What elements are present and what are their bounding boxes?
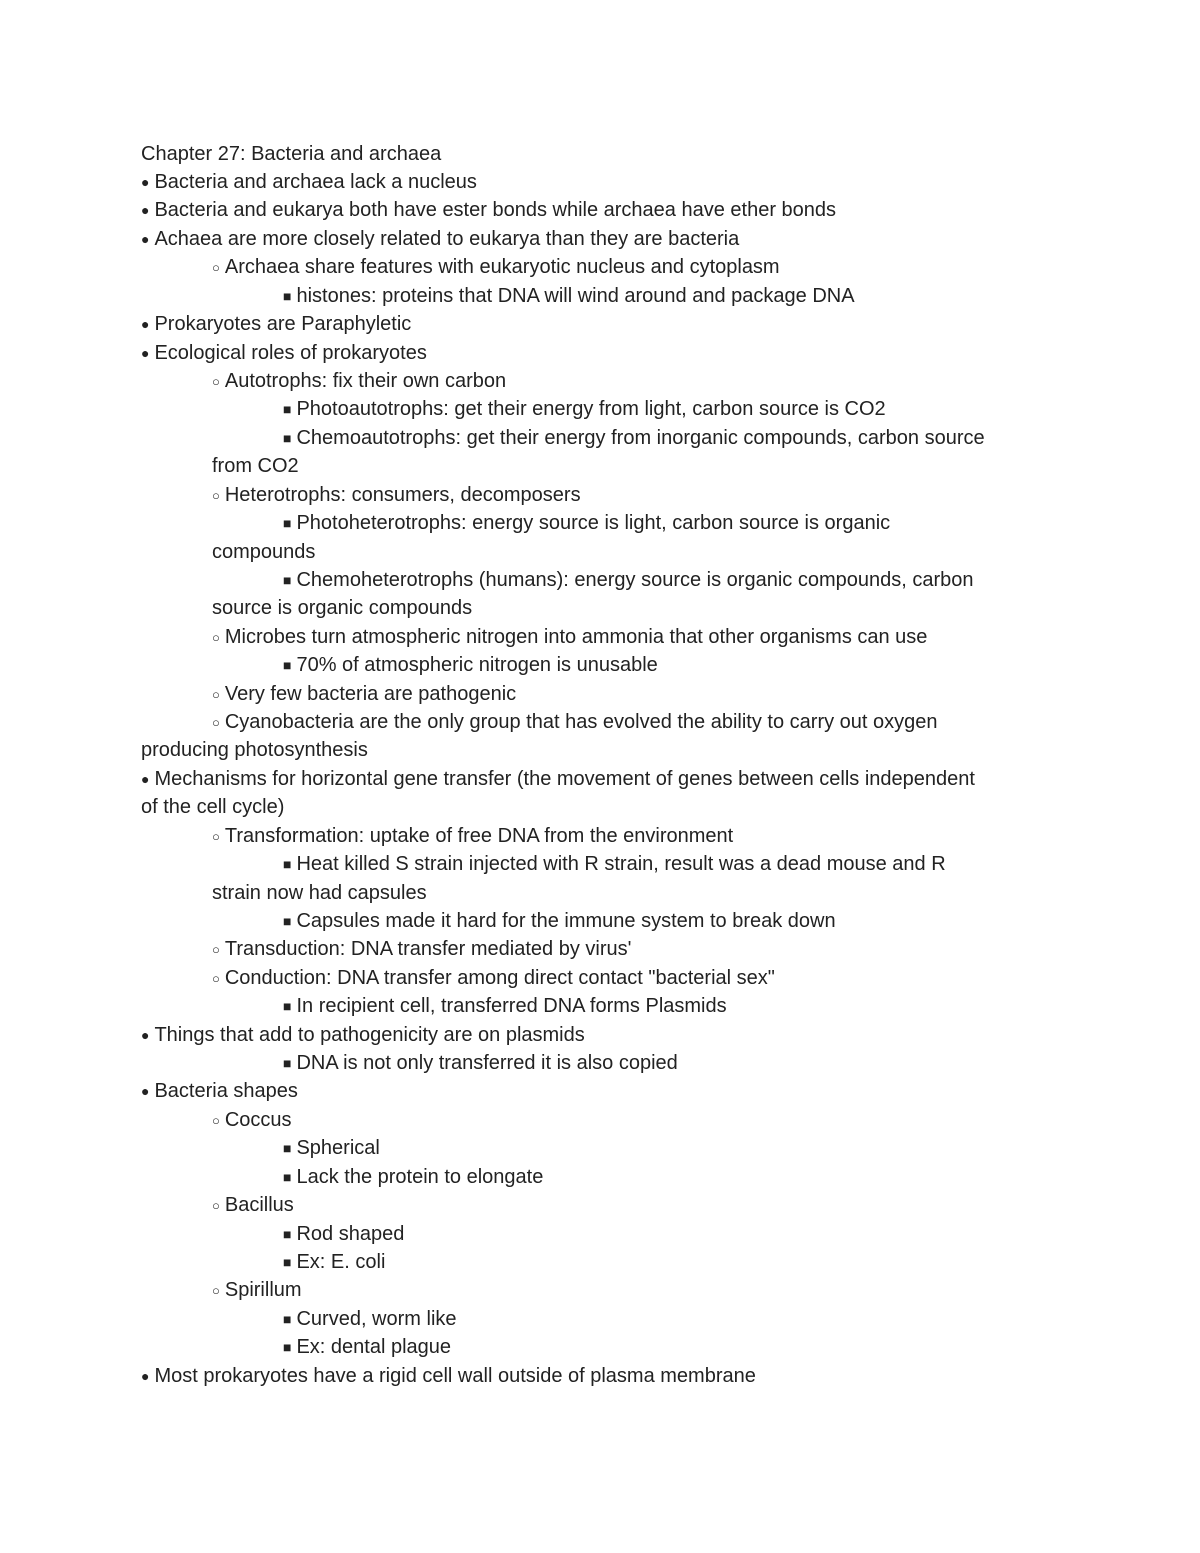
list-item-text: Ex: E. coli — [296, 1251, 386, 1273]
document-title: Chapter 27: Bacteria and archaea — [141, 143, 442, 165]
list-item-text: compounds — [212, 540, 316, 563]
list-item — [283, 282, 855, 310]
list-item-text: strain now had capsules — [212, 881, 427, 904]
list-item — [212, 935, 631, 964]
list-item — [141, 310, 411, 338]
bullet-icon: ● — [141, 230, 150, 247]
bullet-icon: ■ — [283, 657, 292, 674]
list-item-text: Rod shaped — [296, 1222, 405, 1245]
bullet-icon: ○ — [212, 1283, 220, 1299]
list-item — [283, 566, 974, 594]
bullet-icon: ○ — [212, 373, 220, 389]
list-item — [212, 1276, 302, 1305]
list-item-text: Chemoheterotrophs (humans): energy source is organic compounds, carbon — [296, 568, 974, 591]
list-item-text: from CO2 — [212, 455, 299, 478]
bullet-icon: ○ — [212, 1198, 220, 1214]
list-item-continuation — [212, 879, 427, 907]
list-item-text: Microbes turn atmospheric nitrogen into ammonia that other organisms can use — [224, 625, 928, 648]
list-item — [212, 1191, 294, 1220]
list-item — [283, 850, 946, 878]
list-item — [141, 225, 739, 253]
list-item-text: Bacillus — [224, 1194, 294, 1217]
list-item-text: Prokaryotes are Paraphyletic — [154, 313, 412, 336]
bullet-icon: ○ — [212, 686, 220, 702]
list-item-text: Transformation: uptake of free DNA from the environment — [224, 824, 734, 847]
list-item-continuation — [212, 538, 315, 566]
list-item-text: Chemoautotrophs: get their energy from inorganic compounds, carbon source — [296, 426, 985, 449]
list-item — [283, 1163, 543, 1191]
list-item-text: histones: proteins that DNA will wind around and package DNA — [296, 284, 855, 307]
bullet-icon: ● — [141, 1367, 150, 1384]
list-item — [283, 395, 886, 423]
list-item-text: Archaea share features with eukaryotic nucleus and cytoplasm — [224, 256, 780, 279]
bullet-icon: ● — [141, 1026, 150, 1043]
list-item — [283, 1305, 457, 1333]
list-item — [212, 822, 733, 851]
list-item — [283, 509, 890, 537]
list-item-text: of the cell cycle) — [141, 796, 285, 819]
list-item-continuation — [212, 452, 299, 480]
list-item-text: Transduction: DNA transfer mediated by virus' — [224, 938, 632, 961]
list-item-continuation — [141, 736, 368, 764]
bullet-icon: ■ — [283, 998, 292, 1015]
list-item-text: 70% of atmospheric nitrogen is unusable — [296, 654, 658, 677]
bullet-icon: ■ — [283, 1140, 292, 1157]
list-item-text: Most prokaryotes have a rigid cell wall outside of plasma membrane — [154, 1364, 756, 1387]
list-item-text: Ex: dental plague — [296, 1336, 452, 1359]
list-item — [141, 339, 427, 367]
list-item-text: Things that add to pathogenicity are on plasmids — [154, 1023, 585, 1046]
bullet-icon: ■ — [283, 1225, 292, 1242]
list-item-text: Cyanobacteria are the only group that has evolved the ability to carry out oxygen — [224, 711, 938, 733]
bullet-icon: ● — [141, 174, 150, 190]
list-item-text: producing photosynthesis — [141, 739, 368, 762]
bullet-icon: ■ — [283, 515, 292, 531]
bullet-icon: ● — [141, 316, 150, 333]
bullet-icon: ○ — [212, 828, 220, 844]
list-item-text: Autotrophs: fix their own carbon — [224, 369, 507, 392]
list-item — [141, 765, 975, 793]
bullet-icon: ○ — [212, 629, 220, 645]
list-item-text: Heterotrophs: consumers, decomposers — [224, 483, 581, 506]
list-item — [283, 1220, 404, 1248]
list-item — [141, 196, 836, 224]
list-item — [141, 1077, 298, 1105]
list-item — [283, 907, 836, 935]
bullet-icon: ● — [141, 1083, 150, 1100]
bullet-icon: ■ — [283, 571, 292, 588]
list-item-continuation — [212, 594, 472, 622]
list-item-text: Bacteria shapes — [154, 1080, 298, 1103]
bullet-icon: ■ — [283, 856, 292, 873]
bullet-icon: ● — [141, 202, 150, 219]
list-item-text: Coccus — [224, 1108, 292, 1131]
list-item-text: Lack the protein to elongate — [296, 1165, 544, 1188]
list-item — [212, 1106, 292, 1135]
list-item — [212, 623, 927, 652]
list-item-text: Bacteria and archaea lack a nucleus — [154, 171, 477, 193]
list-item — [283, 1049, 678, 1077]
bullet-icon: ● — [141, 770, 150, 787]
list-item-text: Photoautotrophs: get their energy from light, carbon source is CO2 — [296, 398, 886, 421]
list-item-text: Mechanisms for horizontal gene transfer (the movement of genes between cells independent — [154, 767, 975, 790]
list-item — [212, 680, 516, 709]
list-item — [212, 253, 780, 282]
list-item-text: DNA is not only transferred it is also copied — [296, 1052, 678, 1074]
bullet-icon: ■ — [283, 401, 292, 418]
list-item — [141, 168, 477, 196]
bullet-icon: ○ — [212, 970, 220, 986]
list-item-text: source is organic compounds — [212, 597, 473, 620]
list-item — [141, 1362, 756, 1390]
list-item — [283, 1248, 385, 1276]
list-item — [212, 367, 506, 396]
bullet-icon: ■ — [283, 1055, 292, 1071]
bullet-icon: ● — [141, 344, 150, 361]
list-item — [212, 964, 775, 993]
list-item-text: In recipient cell, transferred DNA forms Plasmids — [296, 995, 727, 1018]
list-item — [283, 424, 985, 452]
list-item-text: Spirillum — [224, 1279, 302, 1302]
bullet-icon: ■ — [283, 912, 292, 929]
list-item-text: Achaea are more closely related to eukarya than they are bacteria — [154, 227, 740, 250]
list-item-text: Bacteria and eukarya both have ester bonds while archaea have ether bonds — [154, 199, 837, 222]
bullet-icon: ○ — [212, 487, 220, 503]
list-item — [141, 1021, 585, 1049]
list-item — [212, 708, 938, 737]
bullet-icon: ○ — [212, 942, 220, 958]
list-item-text: Photoheterotrophs: energy source is light, carbon source is organic — [296, 512, 891, 534]
list-item-text: Curved, worm like — [296, 1307, 457, 1330]
list-item — [283, 1333, 451, 1361]
bullet-icon: ■ — [283, 287, 292, 304]
bullet-icon: ■ — [283, 429, 292, 446]
list-item-text: Spherical — [296, 1137, 380, 1160]
bullet-icon: ○ — [212, 1112, 220, 1128]
list-item — [283, 1134, 380, 1162]
list-item — [212, 481, 581, 510]
list-item-text: Capsules made it hard for the immune system to break down — [296, 909, 836, 932]
bullet-icon: ■ — [283, 1310, 292, 1327]
list-item-text: Ecological roles of prokaryotes — [154, 341, 427, 364]
list-item-text: Conduction: DNA transfer among direct contact "bacterial sex" — [224, 966, 775, 989]
bullet-icon: ■ — [283, 1339, 292, 1356]
list-item — [283, 992, 727, 1020]
bullet-icon: ■ — [283, 1254, 292, 1270]
list-item-text: Heat killed S strain injected with R strain, result was a dead mouse and R — [296, 853, 946, 876]
bullet-icon: ○ — [212, 715, 220, 730]
list-item-continuation — [141, 793, 284, 821]
list-item — [283, 651, 658, 679]
bullet-icon: ■ — [283, 1168, 292, 1185]
list-item-text: Very few bacteria are pathogenic — [224, 682, 517, 705]
bullet-icon: ○ — [212, 260, 220, 276]
